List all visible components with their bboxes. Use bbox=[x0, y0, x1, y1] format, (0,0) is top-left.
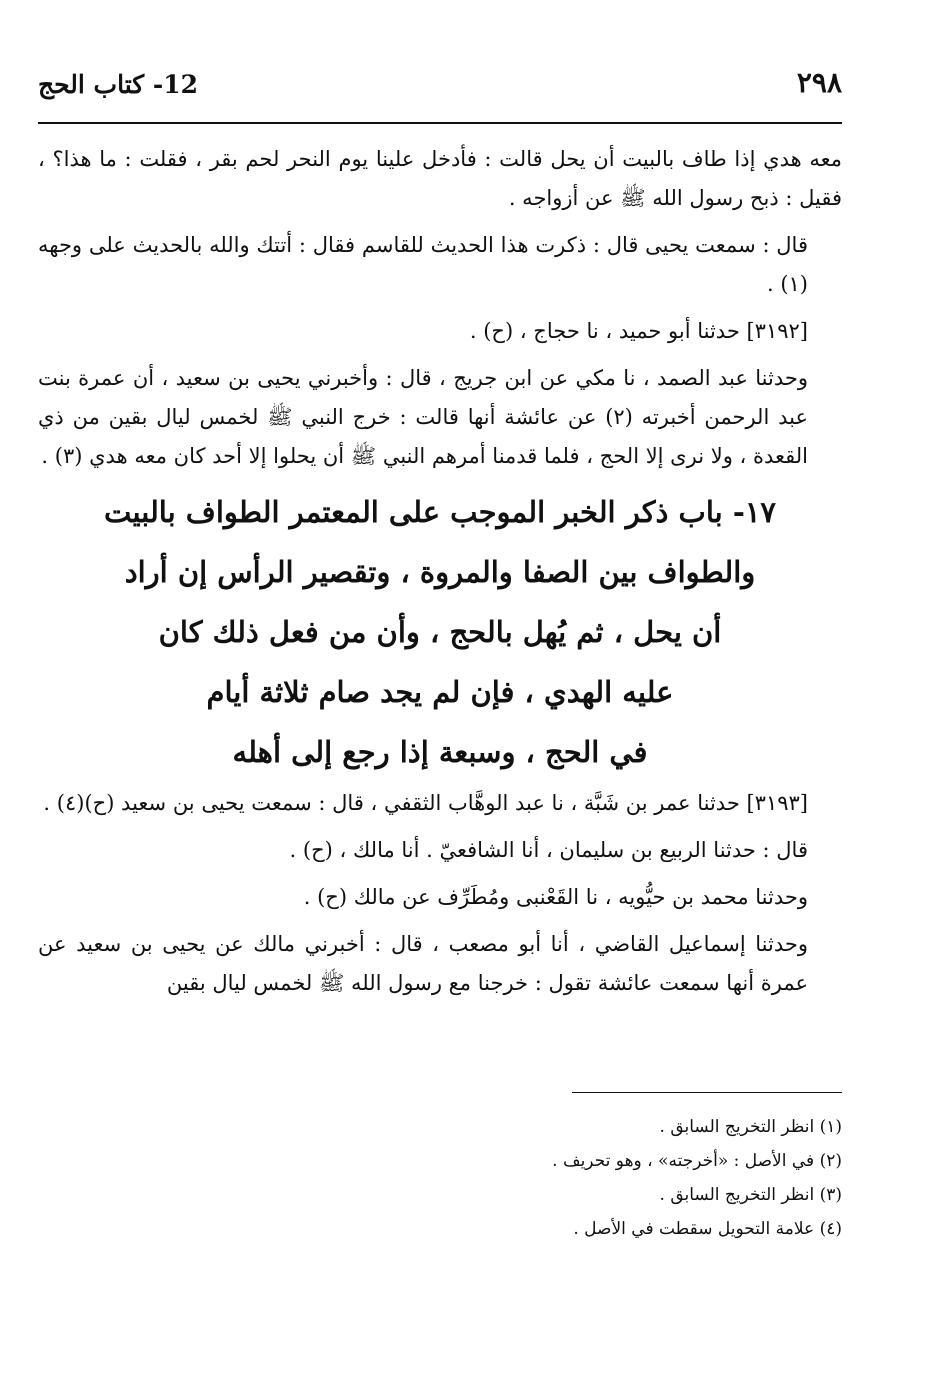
chapter-heading-line: والطواف بين الصفا والمروة ، وتقصير الرأس إن أراد bbox=[124, 555, 756, 589]
header-rule bbox=[38, 122, 842, 124]
chapter-heading bbox=[38, 484, 842, 780]
paragraph: قال : حدثنا الربيع بن سليمان ، أنا الشافعيّ . أنا مالك ، (ح) . bbox=[289, 838, 808, 862]
page-number: ٢٩٨ bbox=[796, 66, 842, 99]
paragraph: وحدثنا محمد بن حيُّويه ، نا القَعْنبى ومُطَرِّف عن مالك (ح) . bbox=[303, 885, 808, 909]
footnote-separator bbox=[572, 1092, 842, 1093]
paragraph: [٣١٩٢] حدثنا أبو حميد ، نا حجاج ، (ح) . bbox=[469, 319, 808, 343]
running-head: 12- كتاب الحج bbox=[38, 70, 199, 99]
paragraph: قال : سمعت يحيى قال : ذكرت هذا الحديث للقاسم فقال : أتتك والله بالحديث على وجهه (١) . bbox=[38, 233, 808, 296]
page-body bbox=[38, 140, 842, 1011]
chapter-heading-line: في الحج ، وسبعة إذا رجع إلى أهله bbox=[232, 735, 648, 769]
paragraph: معه هدي إذا طاف بالبيت أن يحل قالت : فأدخل علينا يوم النحر لحم بقر ، فقلت : ما هذا؟ ، فقيل : ذبح رسول الله ﷺ عن أزواجه . bbox=[38, 147, 842, 210]
paragraph: وحدثنا إسماعيل القاضي ، أنا أبو مصعب ، قال : أخبرني مالك عن يحيى بن سعيد عن عمرة أنها سمعت عائشة تقول : خرجنا مع رسول الله ﷺ لخمس ليال بقين bbox=[38, 932, 808, 995]
footnote: (٢) في الأصل : «أخرجته» ، وهو تحريف . bbox=[552, 1151, 842, 1171]
footnote: (١) انظر التخريج السابق . bbox=[659, 1117, 842, 1137]
page-header bbox=[38, 60, 842, 112]
paragraph: [٣١٩٣] حدثنا عمر بن شَبَّة ، نا عبد الوهَّاب الثقفي ، قال : سمعت يحيى بن سعيد (ح)(٤) . bbox=[43, 791, 808, 815]
chapter-heading-line: أن يحل ، ثم يُهل بالحج ، وأن من فعل ذلك كان bbox=[158, 615, 722, 649]
book-page bbox=[38, 60, 842, 1330]
footnote: (٣) انظر التخريج السابق . bbox=[659, 1185, 842, 1205]
chapter-heading-line: عليه الهدي ، فإن لم يجد صام ثلاثة أيام bbox=[206, 675, 674, 709]
paragraph: وحدثنا عبد الصمد ، نا مكي عن ابن جريج ، قال : وأخبرني يحيى بن سعيد ، أن عمرة بنت عبد الرحمن أخبرته (٢) عن عائشة أنها قالت : خرج النبي ﷺ لخمس ليال بقين من ذي القعدة ، ولا نرى إلا الحج ، فلما قدمنا أمرهم النبي ﷺ أن يحلوا إلا أحد كان معه هدي (٣) . bbox=[38, 366, 808, 468]
chapter-heading-line: ١٧- باب ذكر الخبر الموجب على المعتمر الطواف بالبيت bbox=[103, 495, 777, 529]
footnotes bbox=[38, 1110, 842, 1246]
footnote: (٤) علامة التحويل سقطت في الأصل . bbox=[573, 1219, 842, 1239]
